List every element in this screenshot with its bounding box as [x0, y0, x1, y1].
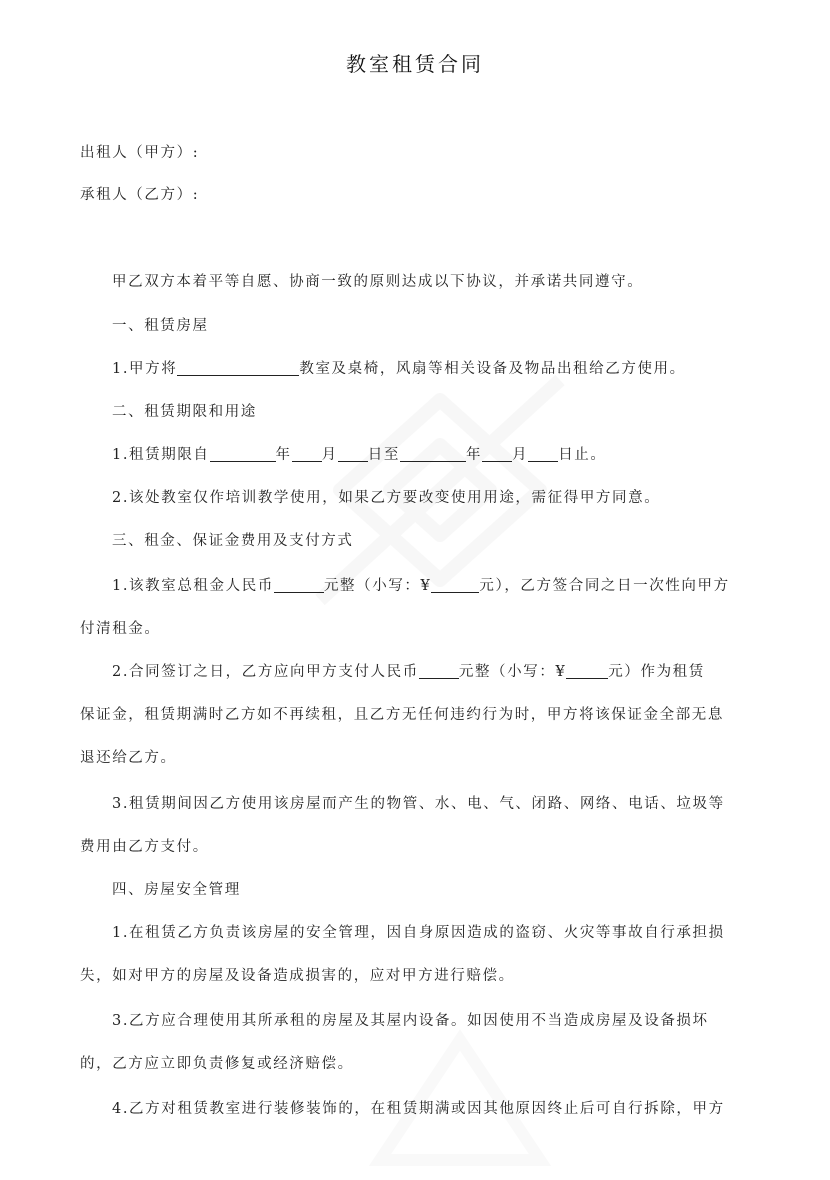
text: 日至: [367, 447, 400, 463]
text: 月: [321, 447, 338, 463]
section1-item1: [112, 357, 686, 378]
document-title: 教室租赁合同: [346, 52, 484, 76]
section1-heading: 一、租赁房屋: [112, 318, 209, 334]
section4-item3-line2: 的，乙方应立即负责修复或经济赔偿。: [80, 1056, 354, 1072]
text: 元整（小写：¥: [323, 578, 432, 594]
section3-item3-line1: 3.租赁期间因乙方使用该房屋而产生的物管、水、电、气、闭路、网络、电话、垃圾等: [112, 796, 725, 812]
section3-item1-line1: [112, 574, 730, 595]
section2-item2: 2.该处教室仅作培训教学使用，如果乙方要改变使用用途，需征得甲方同意。: [112, 490, 661, 506]
section3-item2-line3: 退还给乙方。: [80, 750, 177, 766]
text: 月: [512, 447, 529, 463]
text: 元整（小写：¥: [458, 664, 567, 680]
text: 1.甲方将: [112, 361, 178, 377]
intro-paragraph: 甲乙双方本着平等自愿、协商一致的原则达成以下协议，并承诺共同遵守。: [112, 274, 644, 290]
section4-heading: 四、房屋安全管理: [112, 882, 241, 898]
start-month-blank[interactable]: [292, 446, 322, 462]
section3-item3-line2: 费用由乙方支付。: [80, 839, 209, 855]
end-year-blank[interactable]: [400, 446, 466, 462]
section3-item1-line2: 付清租金。: [80, 621, 161, 637]
text: 元）作为租赁: [608, 664, 705, 680]
classroom-blank[interactable]: [177, 360, 299, 376]
section4-item1-line2: 失，如对甲方的房屋及设备造成损害的，应对甲方进行赔偿。: [80, 968, 515, 984]
end-day-blank[interactable]: [528, 446, 558, 462]
text: 日止。: [558, 447, 607, 463]
section4-item3-line1: 3.乙方应合理使用其所承租的房屋及其屋内设备。如因使用不当造成房屋及设备损坏: [112, 1013, 709, 1029]
deposit-amount-blank[interactable]: [419, 663, 459, 679]
rent-figure-blank[interactable]: [431, 577, 479, 593]
end-month-blank[interactable]: [482, 446, 512, 462]
text: 1.该教室总租金人民币: [112, 578, 274, 594]
text: 年: [465, 447, 483, 463]
section3-heading: 三、租金、保证金费用及支付方式: [112, 533, 354, 549]
start-day-blank[interactable]: [338, 446, 368, 462]
text: 2.合同签订之日，乙方应向甲方支付人民币: [112, 664, 419, 680]
deposit-figure-blank[interactable]: [566, 663, 608, 679]
text: 教室及桌椅，风扇等相关设备及物品出租给乙方使用。: [299, 361, 686, 377]
section2-heading: 二、租赁期限和用途: [112, 404, 257, 420]
rent-amount-blank[interactable]: [274, 577, 324, 593]
text: 元），乙方签合同之日一次性向甲方: [479, 578, 730, 594]
lessee-label: 承租人（乙方）:: [80, 187, 200, 203]
section3-item2-line1: [112, 660, 705, 681]
section4-item1-line1: 1.在租赁乙方负责该房屋的安全管理，因自身原因造成的盗窃、火灾等事故自行承担损: [112, 925, 725, 941]
section3-item2-line2: 保证金，租赁期满时乙方如不再续租，且乙方无任何违约行为时，甲方将该保证金全部无息: [80, 707, 724, 723]
lessor-label: 出租人（甲方）:: [80, 145, 200, 161]
text: 1.租赁期限自: [112, 447, 210, 463]
section2-item1: [112, 443, 607, 464]
text: 年: [275, 447, 292, 463]
section4-item4-line1: 4.乙方对租赁教室进行装修装饰的，在租赁期满或因其他原因终止后可自行拆除，甲方: [112, 1101, 725, 1117]
start-year-blank[interactable]: [210, 446, 276, 462]
